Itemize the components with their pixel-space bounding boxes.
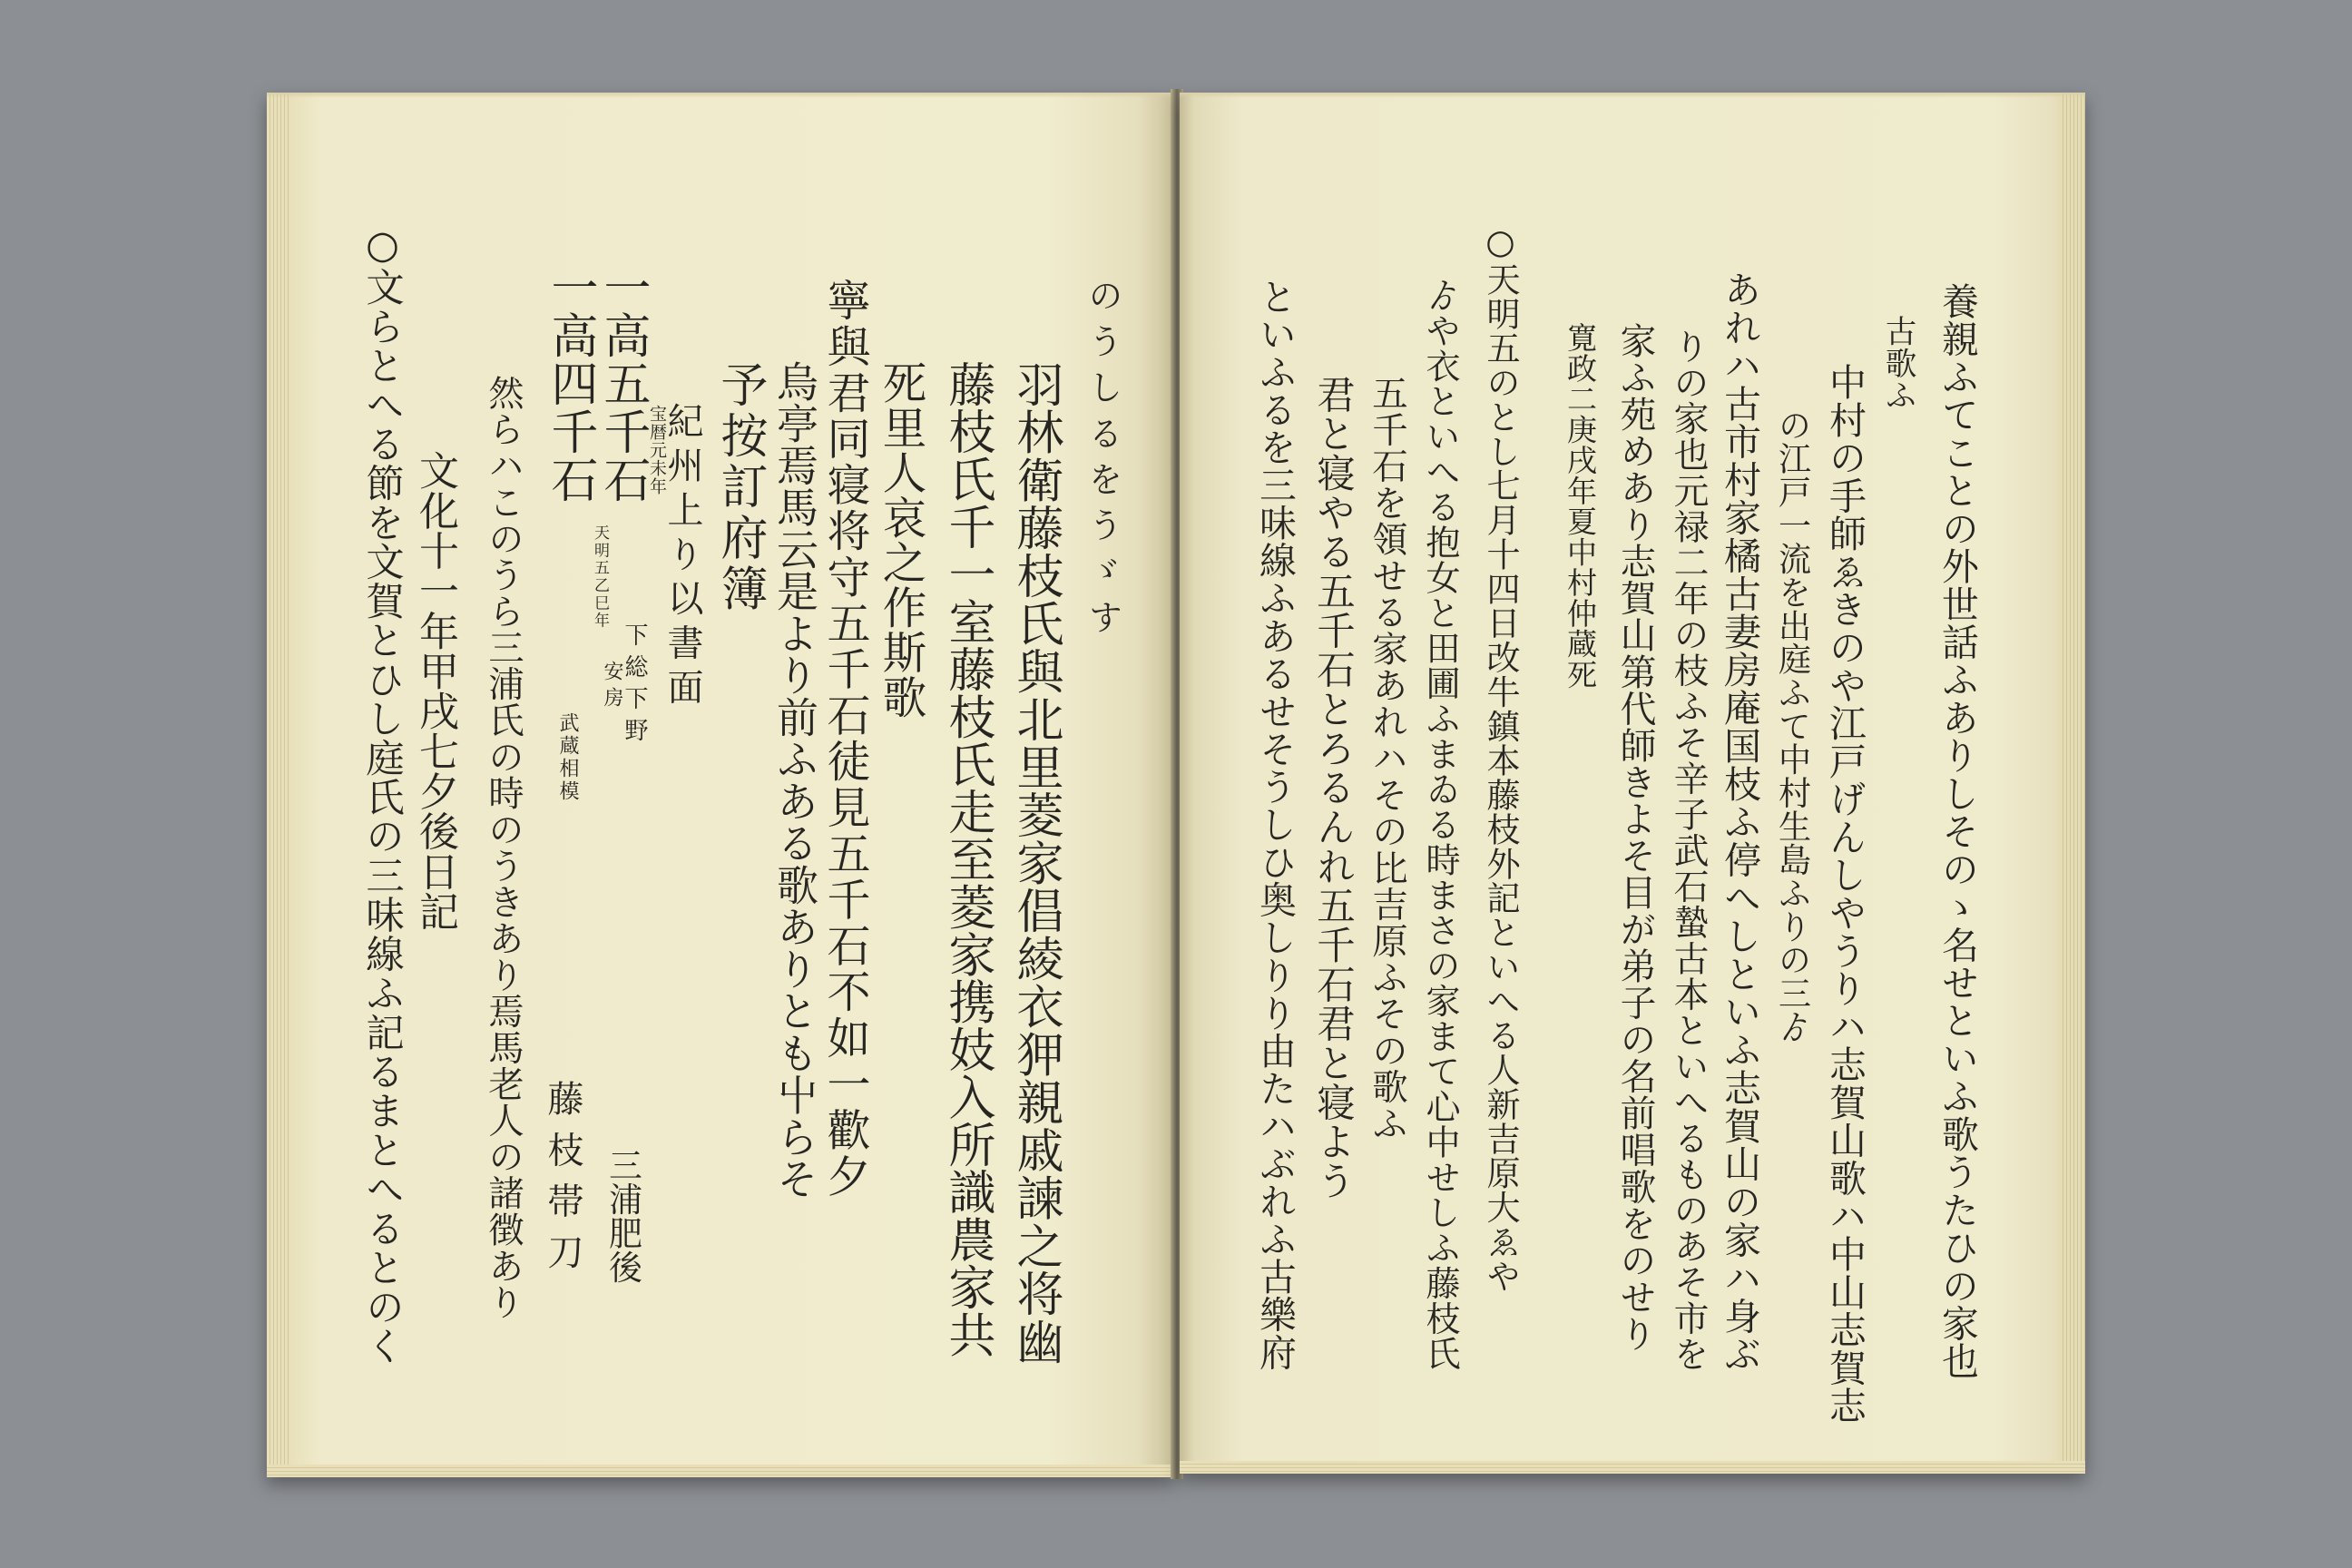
right-column-12: 君と寝やる五千石とろるんれ五千石君と寝よう	[1310, 375, 1355, 1200]
left-column-3: 藤枝氏千一室藤枝氏走至菱家携妓入所識農家共	[940, 360, 995, 1358]
note-musashi: 武蔵相模	[556, 712, 579, 803]
right-column-1: 養親ふてことの外世話ふありしそのゝ名せといふ歌うたひの家也	[1936, 282, 1979, 1380]
left-column-4: 死里人哀之作斯歌	[875, 360, 926, 720]
page-stack-bottom	[267, 1465, 1174, 1477]
page-stack-edge	[267, 93, 290, 1477]
note-awa: 安房	[601, 661, 623, 713]
right-column-6: りの家也元禄二年の枝ふそ辛子武石蟄古本といへるものあそ市を	[1668, 328, 1709, 1372]
left-column-5: 寧與君同寝将守五千石徒見五千石不如一歡夕	[819, 278, 870, 1200]
left-page	[267, 93, 1174, 1477]
left-column-10: 然らハこのうら三浦氏の時のうきあり焉馬老人の諸徴あり	[483, 375, 524, 1320]
note-tenmei: 天明五乙巳年	[591, 524, 609, 630]
right-page	[1180, 93, 2085, 1474]
note-hoyreki: 宝暦元未年	[647, 405, 667, 495]
right-column-7: 家ふ苑めあり志賀山第代師きよそ目が弟子の名前唱歌をのせり	[1614, 322, 1656, 1352]
right-column-10: ゟや衣といへる抱女と田圃ふまゐる時まさの家まて心中せしふ藤枝氏	[1420, 278, 1460, 1371]
left-column-1: のうしるをうゞす	[1083, 278, 1122, 645]
left-column-9: 一高四千石	[543, 263, 597, 504]
page-stack-edge	[2060, 93, 2085, 1474]
left-column-6: 烏亭焉馬云是より前ふある歌ありとも屮らそ	[770, 360, 819, 1200]
page-top-edge	[1180, 93, 2085, 98]
note-shimousa: 下総下野	[621, 622, 648, 750]
right-column-5: あれハ古市村家橘古妻房庵国枝ふ停へしといふ志賀山の家ハ身ぶ	[1718, 270, 1761, 1373]
page-top-edge	[267, 93, 1174, 98]
right-column-8: 寛政二庚戌年夏中村仲蔵死	[1563, 322, 1598, 690]
left-column-8: 一高五千石	[595, 263, 650, 504]
right-column-9: ○天明五のとし七月十四日改牛鎮本藤枝外記といへる人新吉原大ゑや	[1481, 222, 1520, 1293]
left-column-2: 羽林衛藤枝氏與北里菱家倡綾衣狎親戚諫之将幽	[1008, 360, 1063, 1366]
right-column-3: 中村の手師ゑきのや江戸げんしやうりハ志賀山歌ハ中山志賀志	[1823, 363, 1867, 1425]
signature-fujieda: 藤枝帯刀	[542, 1080, 583, 1284]
page-stack-bottom	[1180, 1461, 2085, 1474]
left-column-12: ○文らとへる節を文賀とひし庭氏の三味線ふ記るまとへるとのく	[360, 222, 405, 1366]
right-column-4: の江戸一流を出庭ふて中村生島ふりの三ゟ	[1773, 408, 1812, 1044]
left-column-7: 予按訂府簿	[712, 360, 767, 615]
left-column-11: 文化十一年甲戌七夕後日記	[412, 450, 458, 931]
right-column-11: 五千石を領せる家あれハその比吉原ふその歌ふ	[1367, 375, 1408, 1142]
note-kishu: 紀州上り以書面	[662, 402, 703, 712]
signature-miura: 三浦肥後	[603, 1148, 642, 1284]
right-column-13: といふるを三味線ふあるせそうしひ奥しりり由たハぶれふ古樂府	[1253, 278, 1297, 1371]
right-column-2: 古歌ふ	[1879, 315, 1916, 411]
